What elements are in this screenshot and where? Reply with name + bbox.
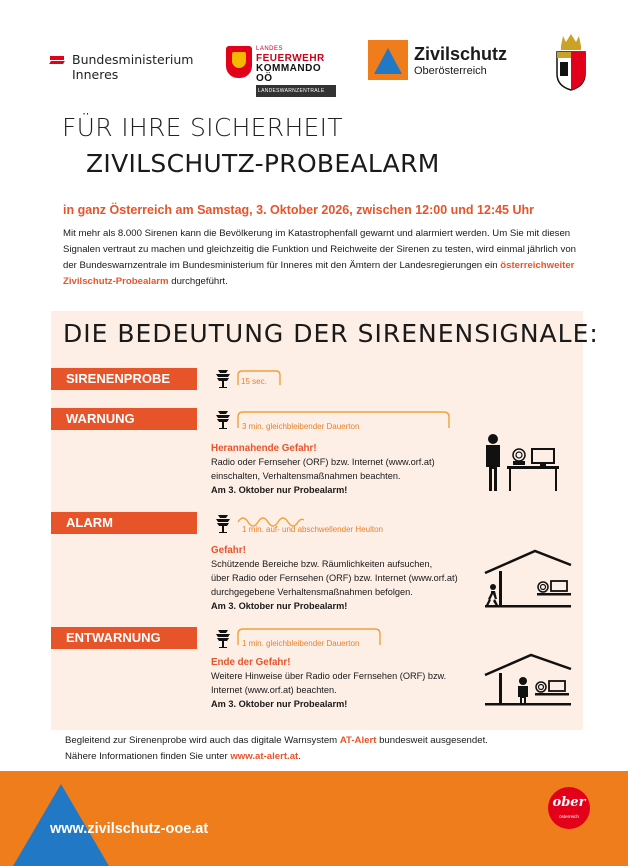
siren-signals-panel <box>51 311 599 730</box>
intro-text-before: Mit mehr als 8.000 Sirenen kann die Bevölkerung im Katastrophenfall gewarnt und alarmiert werden. Um Sie mit diesen Signalen vertraut zu machen und gleichzeitig die Funktion und Reichweite der Sirenen zu testen, wird einmal jährlich von der Bundeswarnzentrale im Bundesministerium für Inneres mit den Ämtern der Landesregierungen ein <box>63 228 577 271</box>
wave-label-entwarnung: 1 min. gleichbleibender Dauerton <box>242 639 360 648</box>
at-alert-highlight: AT-Alert <box>339 735 377 746</box>
footer-line1 <box>65 733 585 749</box>
ffw-bar: LANDESWARNZENTRALE <box>256 85 336 97</box>
ffw-line1: FEUERWEHR <box>256 53 325 64</box>
entwarnung-note: Am 3. Oktober nur Probealarm! <box>211 699 348 709</box>
warnung-line: Radio oder Fernseher (ORF) bzw. Internet (www.orf.at) <box>211 457 435 467</box>
warnung-heading: Herannahende Gefahr! <box>211 443 317 454</box>
siren-icon <box>214 409 232 429</box>
label-entwarnung: ENTWARNUNG <box>51 627 197 649</box>
zs-line1: Zivilschutz <box>414 44 508 64</box>
zs-line2: Oberösterreich <box>414 65 487 77</box>
label-alarm: ALARM <box>51 512 197 534</box>
austria-flag-icon <box>50 56 64 68</box>
warnung-note: Am 3. Oktober nur Probealarm! <box>211 485 348 495</box>
wave-label-probe: 15 sec. <box>241 377 267 386</box>
alarm-line: über Radio oder Fernsehen (ORF) bzw. Internet (www.orf.at) <box>211 573 458 583</box>
coat-of-arms-icon <box>551 32 591 92</box>
ffw-line2: KOMMANDO OÖ <box>256 63 322 84</box>
entwarnung-text <box>211 669 491 711</box>
alarm-line: durchgegebene Verhaltensmaßnahmen befolgen. <box>211 587 413 597</box>
footer-text1: Begleitend zur Sirenenprobe wird auch das digitale Warnsystem <box>65 735 340 746</box>
alarm-heading: Gefahr! <box>211 545 246 556</box>
zivilschutz-logo <box>368 40 528 84</box>
bmi-line2: Inneres <box>72 67 119 82</box>
footer-line2 <box>65 749 585 765</box>
label-warnung: WARNUNG <box>51 408 197 430</box>
siren-icon <box>214 513 232 533</box>
panel-title: DIE BEDEUTUNG DER SIRENENSIGNALE: <box>63 319 599 348</box>
wave-label-alarm: 1 min. auf- und abschwellender Heulton <box>242 525 383 534</box>
at-alert-link[interactable]: www.at-alert.at <box>230 751 299 762</box>
wave-label-warnung: 3 min. gleichbleibender Dauerton <box>242 422 360 431</box>
person-entering-house-illustration-icon <box>483 547 573 609</box>
entwarnung-heading: Ende der Gefahr! <box>211 657 291 668</box>
bmi-line1: Bundesministerium <box>72 52 194 67</box>
footer-text3: Nähere Informationen finden Sie unter <box>65 751 231 762</box>
footer-note <box>65 733 585 765</box>
siren-icon <box>214 368 232 388</box>
feuerwehr-logo <box>226 44 336 94</box>
alarm-note: Am 3. Oktober nur Probealarm! <box>211 601 348 611</box>
intro-highlight: österreichweiter Zivilschutz-Probealarm <box>63 260 575 287</box>
warnung-text <box>211 455 491 497</box>
ober-line2: österreich <box>559 814 579 819</box>
page-title-line2: ZIVILSCHUTZ-PROBEALARM <box>86 149 440 178</box>
siren-icon <box>214 628 232 648</box>
intro-paragraph <box>63 226 583 290</box>
website-link[interactable]: www.zivilschutz-ooe.at <box>50 821 209 837</box>
feuerwehr-shield-icon <box>226 46 252 78</box>
page-title-line1: FÜR IHRE SICHERHEIT <box>62 113 343 142</box>
intro-text-after: durchgeführt. <box>168 276 228 287</box>
alarm-text <box>211 557 491 613</box>
footer-text4: . <box>298 751 301 762</box>
person-tv-illustration-icon <box>483 433 565 495</box>
zivilschutz-emblem-icon <box>368 40 408 80</box>
entwarnung-line: Internet (www.orf.at) beachten. <box>211 685 337 695</box>
entwarnung-line: Weitere Hinweise über Radio oder Fernsehen (ORF) bzw. <box>211 671 447 681</box>
bottom-bar <box>0 771 628 866</box>
date-subtitle: in ganz Österreich am Samstag, 3. Oktober 2026, zwischen 12:00 und 12:45 Uhr <box>63 203 535 217</box>
oberoesterreich-logo <box>548 787 590 829</box>
footer-text2: bundesweit ausgesendet. <box>376 735 488 746</box>
label-sirenenprobe: SIRENENPROBE <box>51 368 197 390</box>
ober-line1: ober <box>552 795 586 810</box>
logo-bar <box>0 30 628 100</box>
warnung-line: einschalten, Verhaltensmaßnahmen beachten. <box>211 471 401 481</box>
alarm-line: Schützende Bereiche bzw. Räumlichkeiten aufsuchen, <box>211 559 433 569</box>
person-at-home-illustration-icon <box>483 651 573 707</box>
ffw-small: LANDES <box>256 46 284 52</box>
